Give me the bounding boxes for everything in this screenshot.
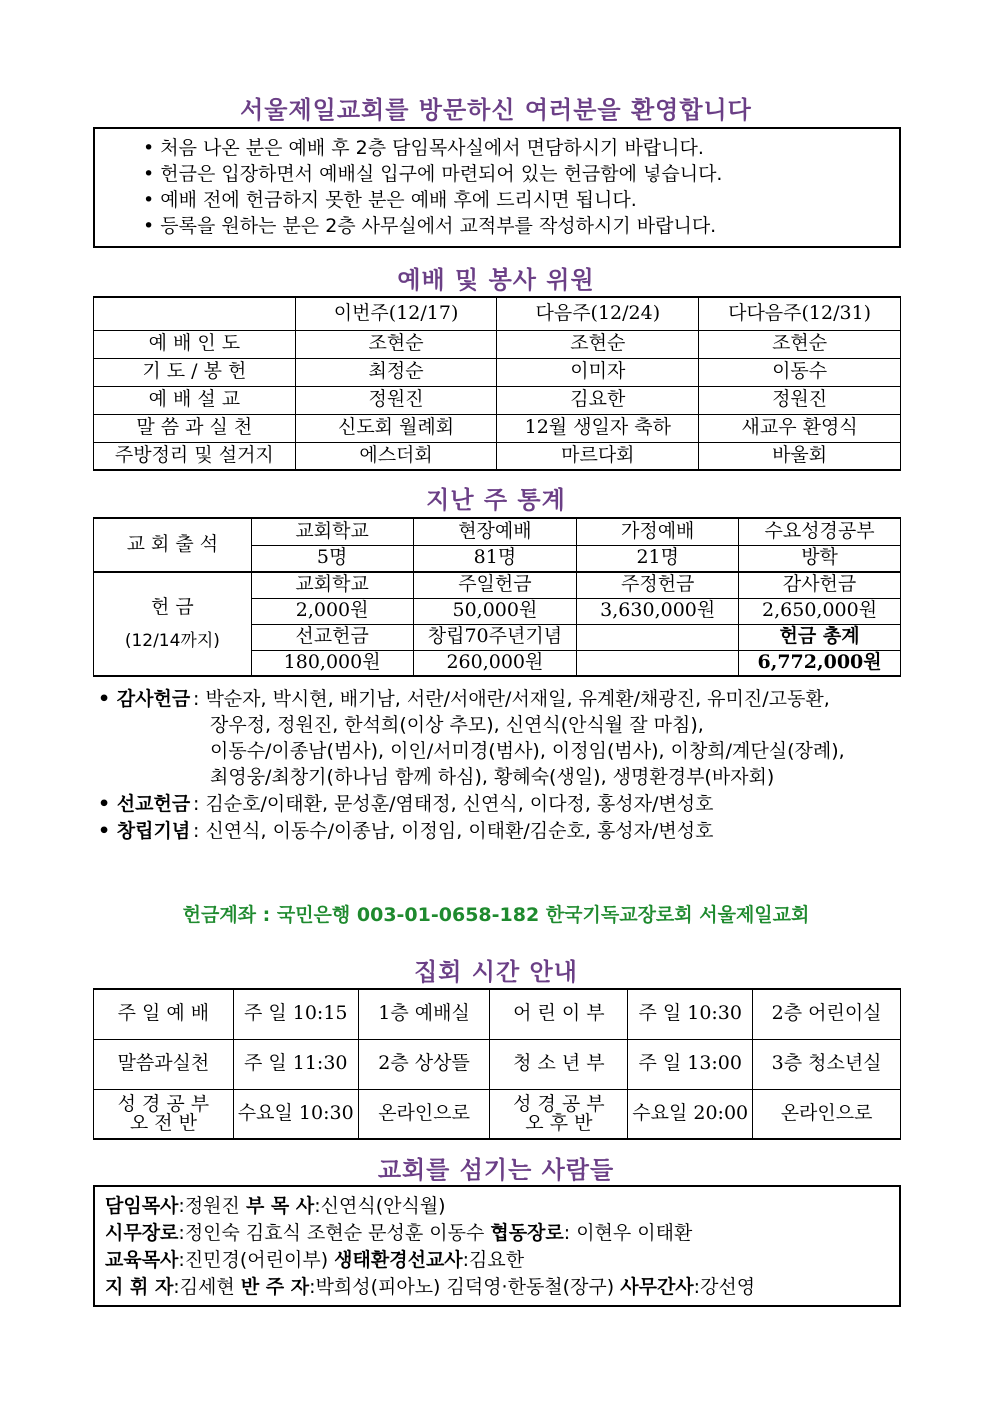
meeting-cell: 2층 어린이실 bbox=[753, 989, 901, 1039]
meetings-table bbox=[93, 988, 901, 1140]
attendance-header: 교회학교 bbox=[251, 518, 413, 545]
offering-value: 180,000원 bbox=[251, 650, 413, 676]
meeting-cell: 주 일 예 배 bbox=[94, 989, 234, 1039]
offering-value: 2,650,000원 bbox=[739, 598, 901, 624]
duty-cell: 최정순 bbox=[295, 358, 497, 386]
duty-cell: 정원진 bbox=[295, 386, 497, 414]
meeting-cell: 주 일 10:15 bbox=[233, 989, 358, 1039]
staff-box bbox=[93, 1185, 901, 1307]
offering-value: 260,000원 bbox=[413, 650, 577, 676]
offering-total-label: 헌금 총계 bbox=[739, 624, 901, 650]
duty-cell: 마르다회 bbox=[497, 442, 699, 470]
offering-header: 창립70주년기념 bbox=[413, 624, 577, 650]
welcome-item: • 헌금은 입장하면서 예배실 입구에 마련되어 있는 헌금함에 넣습니다. bbox=[143, 163, 723, 185]
attendance-header: 수요성경공부 bbox=[739, 518, 901, 545]
meeting-cell: 2층 상상뜰 bbox=[358, 1039, 490, 1089]
duty-header: 다다음주(12/31) bbox=[699, 297, 901, 330]
welcome-item: • 예배 전에 헌금하지 못한 분은 예배 후에 드리시면 됩니다. bbox=[143, 189, 637, 211]
thanks-line: 이동수/이종남(범사), 이인/서미경(범사), 이정임(범사), 이창희/계단실(장례), bbox=[210, 740, 845, 762]
offering-value: 50,000원 bbox=[413, 598, 577, 624]
meeting-cell: 주 일 11:30 bbox=[233, 1039, 358, 1089]
duty-cell: 조현순 bbox=[295, 330, 497, 358]
meeting-cell: 성 경 공 부 오 전 반 bbox=[94, 1089, 234, 1139]
attendance-value: 5명 bbox=[251, 545, 413, 572]
staff-title: 교회를 섬기는 사람들 bbox=[377, 1156, 615, 1184]
meeting-cell: 수요일 10:30 bbox=[233, 1089, 358, 1139]
offering-header bbox=[577, 624, 739, 650]
thanks-line: 최영웅/최창기(하나님 함께 하심), 황혜숙(생일), 생명환경부(바자회) bbox=[210, 766, 775, 788]
attendance-label: 교 회 출 석 bbox=[94, 518, 252, 572]
offering-header: 선교헌금 bbox=[251, 624, 413, 650]
duty-title: 예배 및 봉사 위원 bbox=[397, 266, 595, 294]
staff-line: 시무장로:정인숙 김효식 조현순 문성훈 이동수 협동장로: 이현우 이태환 bbox=[105, 1222, 693, 1244]
meeting-cell: 3층 청소년실 bbox=[753, 1039, 901, 1089]
offering-label-text: 헌 금 bbox=[150, 596, 194, 618]
founding-text: : 신연식, 이동수/이종남, 이정임, 이태환/김순호, 홍성자/변성호 bbox=[193, 820, 714, 842]
duty-cell: 신도회 월례회 bbox=[295, 414, 497, 442]
offering-sub: (12/14까지) bbox=[124, 631, 220, 651]
mission-text: : 김순호/이태환, 문성훈/염태정, 신연식, 이다정, 홍성자/변성호 bbox=[193, 793, 714, 815]
attendance-header: 가정예배 bbox=[577, 518, 739, 545]
offering-label bbox=[94, 572, 252, 676]
staff-line: 교육목사:진민경(어린이부) 생태환경선교사:김요한 bbox=[105, 1249, 525, 1271]
offering-header: 주일헌금 bbox=[413, 572, 577, 598]
thanks-line: : 박순자, 박시현, 배기남, 서란/서애란/서재일, 유계환/채광진, 유미진/고동환, bbox=[193, 688, 830, 710]
stats-title: 지난 주 통계 bbox=[426, 486, 566, 514]
welcome-box bbox=[93, 127, 901, 248]
welcome-item: • 등록을 원하는 분은 2층 사무실에서 교적부를 작성하시기 바랍니다. bbox=[143, 215, 717, 237]
meeting-cell: 청 소 년 부 bbox=[490, 1039, 628, 1089]
duty-cell: 이미자 bbox=[497, 358, 699, 386]
duty-cell: 새교우 환영식 bbox=[699, 414, 901, 442]
duty-cell: 조현순 bbox=[699, 330, 901, 358]
offering-total-value: 6,772,000원 bbox=[739, 650, 901, 676]
stats-table bbox=[93, 517, 901, 677]
duty-table bbox=[93, 296, 901, 471]
duty-cell: 기 도 / 봉 헌 bbox=[94, 358, 296, 386]
duty-cell: 예 배 인 도 bbox=[94, 330, 296, 358]
staff-line: 지 휘 자:김세현 반 주 자:박희성(피아노) 김덕영·한동철(장구) 사무간사:강선영 bbox=[105, 1276, 756, 1298]
meeting-cell: 주 일 13:00 bbox=[628, 1039, 753, 1089]
offering-header: 감사헌금 bbox=[739, 572, 901, 598]
welcome-title: 서울제일교회를 방문하신 여러분을 환영합니다 bbox=[240, 96, 752, 124]
meeting-cell: 온라인으로 bbox=[358, 1089, 490, 1139]
duty-cell: 이동수 bbox=[699, 358, 901, 386]
meeting-cell: 주 일 10:30 bbox=[628, 989, 753, 1039]
meeting-cell: 1층 예배실 bbox=[358, 989, 490, 1039]
duty-cell: 바울회 bbox=[699, 442, 901, 470]
meeting-cell: 말씀과실천 bbox=[94, 1039, 234, 1089]
attendance-header: 현장예배 bbox=[413, 518, 577, 545]
duty-header: 다음주(12/24) bbox=[497, 297, 699, 330]
duty-cell: 정원진 bbox=[699, 386, 901, 414]
attendance-value: 21명 bbox=[577, 545, 739, 572]
offering-header: 교회학교 bbox=[251, 572, 413, 598]
meeting-cell: 성 경 공 부 오 후 반 bbox=[490, 1089, 628, 1139]
mission-label: • 선교헌금 bbox=[98, 793, 191, 815]
thanks-line: 장우정, 정원진, 한석희(이상 추모), 신연식(안식월 잘 마침), bbox=[210, 714, 704, 736]
duty-cell: 12월 생일자 축하 bbox=[497, 414, 699, 442]
offering-value: 2,000원 bbox=[251, 598, 413, 624]
offering-account: 헌금계좌 : 국민은행 003-01-0658-182 한국기독교장로회 서울제일교회 bbox=[182, 904, 810, 926]
staff-line: 담임목사:정원진 부 목 사:신연식(안식월) bbox=[105, 1195, 446, 1217]
duty-header bbox=[94, 297, 296, 330]
meeting-cell: 어 린 이 부 bbox=[490, 989, 628, 1039]
meeting-cell: 온라인으로 bbox=[753, 1089, 901, 1139]
offering-value bbox=[577, 650, 739, 676]
welcome-item: • 처음 나온 분은 예배 후 2층 담임목사실에서 면담하시기 바랍니다. bbox=[143, 137, 704, 159]
duty-header: 이번주(12/17) bbox=[295, 297, 497, 330]
attendance-value: 81명 bbox=[413, 545, 577, 572]
offering-header: 주정헌금 bbox=[577, 572, 739, 598]
duty-cell: 조현순 bbox=[497, 330, 699, 358]
meeting-cell: 수요일 20:00 bbox=[628, 1089, 753, 1139]
founding-label: • 창립기념 bbox=[98, 820, 191, 842]
offering-value: 3,630,000원 bbox=[577, 598, 739, 624]
duty-cell: 예 배 설 교 bbox=[94, 386, 296, 414]
duty-cell: 김요한 bbox=[497, 386, 699, 414]
meetings-title: 집회 시간 안내 bbox=[414, 958, 578, 986]
duty-cell: 말 씀 과 실 천 bbox=[94, 414, 296, 442]
attendance-value: 방학 bbox=[739, 545, 901, 572]
duty-cell: 주방정리 및 설거지 bbox=[94, 442, 296, 470]
thanks-label: • 감사헌금 bbox=[98, 688, 191, 710]
duty-cell: 에스더회 bbox=[295, 442, 497, 470]
